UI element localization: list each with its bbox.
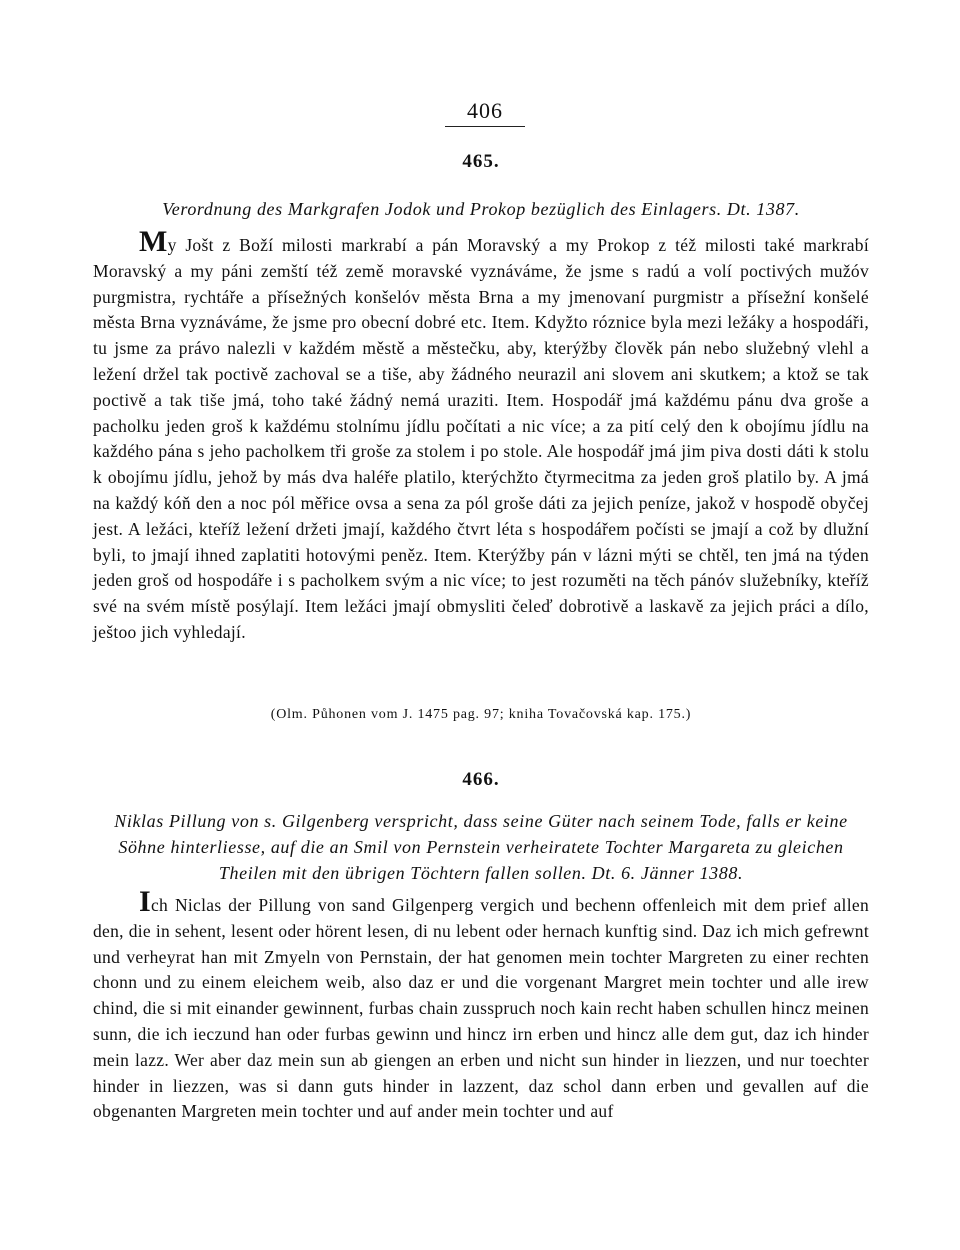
source-citation: (Olm. Půhonen vom J. 1475 pag. 97; kniha Tovačovská kap. 175.) [270, 707, 692, 722]
document-body [93, 885, 869, 1125]
page-number-rule [445, 126, 525, 127]
document-title: Verordnung des Markgrafen Jodok und Prokop bezüglich des Einlagers. Dt. 1387. [162, 199, 800, 219]
page-number: 406 [467, 98, 503, 123]
document-number: 466. [462, 769, 500, 790]
document-number: 465. [462, 151, 500, 172]
document-body-text: ch Niclas der Pillung von sand Gilgenperg vergich und bechenn offenleich mit dem prief allen den, die in sehent, lesent oder hörent lesen, di nu lebent oder hernach kunftig sind. Daz ich mich gefrewnt und verheyrat han mit Zmyeln von Pernstain, der hat genomen mein tochter Margreten zu einer rechten chonn und zu einem eleichem weib, also daz er und die vorgenant Margret mein tochter und alle irew chind, die si mit einander gewinnent, furbas chain zusspruch noch kain recht haben schullen hincz meinen sunn, die ich ieczund han oder furbas gewinn und hincz irn erben und hincz alle dem gut, daz ich hinder mein lazz. Wer aber daz mein sun ab giengen an erben und nicht sun hinder in liezzen, und nur toechter hinder in liezzen, was si dann guts hinder in lazzent, daz schol dann erben und gevallen auf die obgenanten Margreten mein tochter und auf ander mein tochter und auf [93, 895, 869, 1122]
document-body-text: y Jošt z Boží milosti markrabí a pán Moravský a my Prokop z též milosti také markrabí Moravský a my páni zemští též země moravské vyznáváme, že jsme s radú a volí poctivých mužóv purgmistra, rychtáře a přísežných konšelóv města Brna a my jmenovaní purgmistr a přísežní konšelé města Brna vyznáváme, že jsme pro obecní dobré etc. Item. Kdyžto róznice byla mezi ležáky a hospodáři, tu jsme za právo nalezli v každém městě a městečku, aby, kterýžby člověk pán nebo služebný vlehl a ležení držel tak poctivě zachoval se a tiše, aby žádného neurazil ani slovem ani skutkem; a ktož se tak poctivě a tak tiše jmá, toho také žádný nemá uraziti. Item. Hospodář jmá každému pánu dva groše a pacholku jeden groš k každému stolnímu jídlu počítati a nic více; a za pití celý den k obojímu jídlu na každého pána s jeho pacholkem tři groše za stolem i po stole. Ale hospodář jmá jim piva dosti dáti k stolu k obojímu jídlu, jehož by más dva haléře platilo, kterýchžto čtyrmecitma za jeden groš platilo by. A jmá na každý kóň den a noc pól měřice ovsa a sena za pól groše dáti za jejich peníze, jakož v hospodě obyčej jest. A ležáci, kteříž ležení držeti jmají, každého čtvrt léta s hospodářem počísti se jmají a což by dlužní byli, to jmají ihned zaplatiti hotovými peněz. Item. Kterýžby pán v lázni mýti se chtěl, ten jmá na týden jeden groš od hospodáře i s pacholkem svým a nic více; to jest rozuměti na těch pánóv služebníky, kteříž své na svém místě posýlají. Item ležáci jmají obmysliti čeleď dobrotivě a laskavě za jejich práci a dílo, ještoo jich vyhledají. [93, 235, 869, 642]
initial-letter: I [139, 885, 151, 918]
document-body [93, 225, 869, 646]
document-title: Niklas Pillung von s. Gilgenberg verspricht, dass seine Güter nach seinem Tode, falls er keine Söhne hinterliesse, auf die an Smil von Pernstein verheiratete Tochter Margareta zu gleichen Theilen mit den übrigen Töchtern fallen sollen. Dt. 6. Jänner 1388. [114, 811, 848, 883]
initial-letter: M [139, 225, 168, 258]
